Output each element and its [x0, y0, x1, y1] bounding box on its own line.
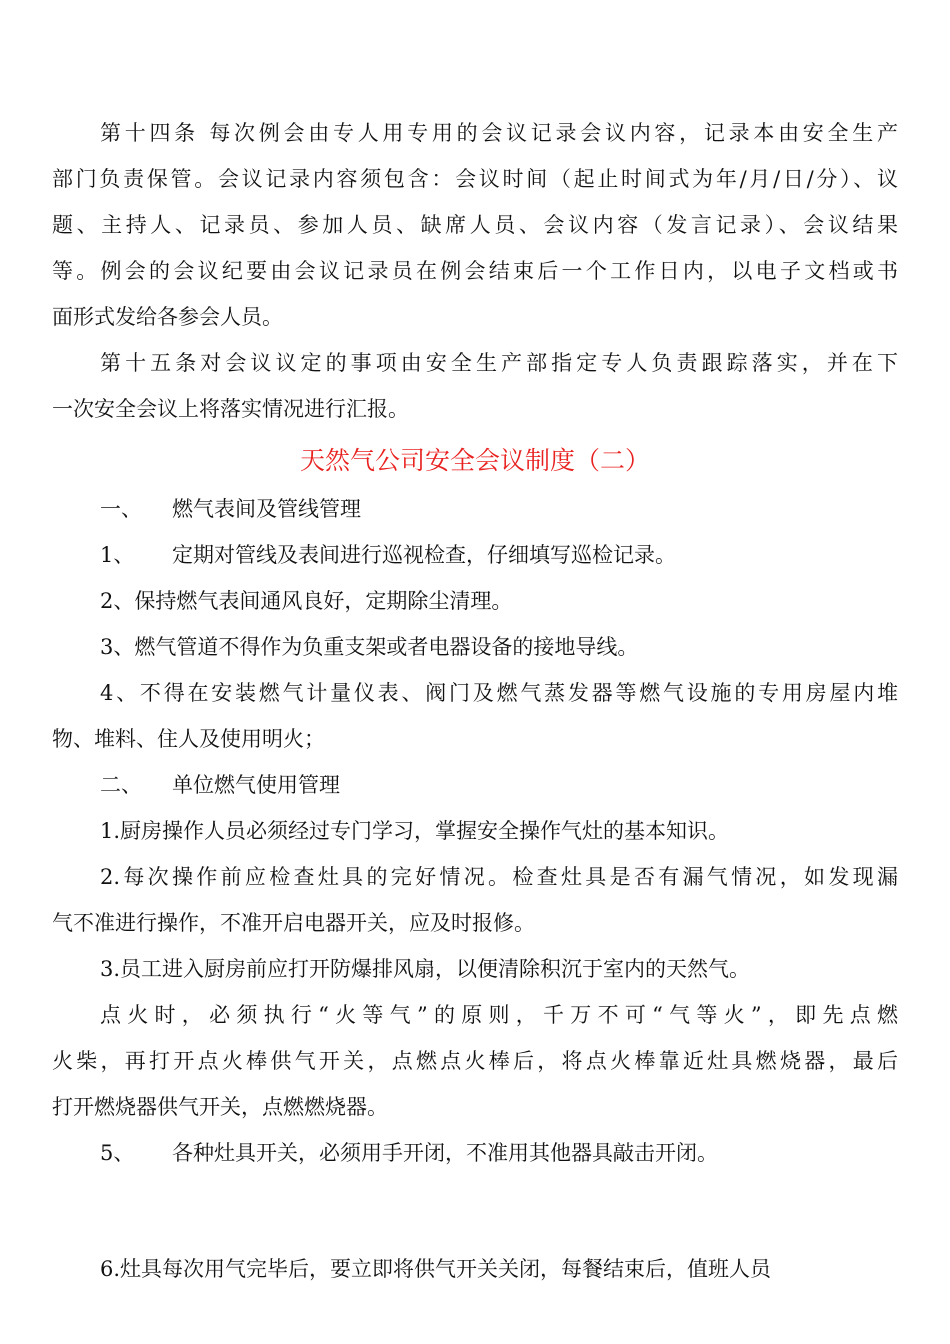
section-1-item-2: 2、保持燃气表间通风良好，定期除尘清理。: [100, 589, 513, 613]
section-1-number: 一、: [100, 497, 142, 521]
section-2-number: 二、: [100, 773, 142, 797]
section-2-item-5-text: 各种灶具开关，必须用手开闭，不准用其他器具敲击开闭。: [172, 1141, 718, 1165]
section-1-item-4-line-2: 物、堆料、住人及使用明火；: [52, 727, 325, 751]
section-2-item-2-line-2: 气不准进行操作，不准开启电器开关，应及时报修。: [52, 911, 535, 935]
section-2-item-3: 3.员工进入厨房前应打开防爆排风扇，以便清除积沉于室内的天然气。: [100, 957, 751, 981]
section-2-item-5-number: 5、: [100, 1141, 135, 1165]
section-1-item-1-text: 定期对管线及表间进行巡视检查，仔细填写巡检记录。: [172, 543, 676, 567]
section-2-item-6: 6.灶具每次用气完毕后，要立即将供气开关关闭，每餐结束后，值班人员: [100, 1257, 772, 1281]
article-14-line-5: 面形式发给各参会人员。: [52, 305, 283, 329]
section-2-item-1: 1.厨房操作人员必须经过专门学习，掌握安全操作气灶的基本知识。: [100, 819, 730, 843]
section-2-item-4-line-3: 打开燃烧器供气开关，点燃燃烧器。: [52, 1095, 388, 1119]
section-1-item-4-line-1: 4、不得在安装燃气计量仪表、阀门及燃气蒸发器等燃气设施的专用房屋内堆: [100, 681, 898, 705]
section-1-heading: [100, 494, 898, 524]
section-2-item-4-line-2: 火柴，再打开点火棒供气开关，点燃点火棒后，将点火棒靠近灶具燃烧器，最后: [52, 1049, 898, 1073]
article-14-line-2: 部门负责保管。会议记录内容须包含：会议时间（起止时间式为年/月/日/分）、议: [52, 167, 898, 191]
section-2-heading-text: 单位燃气使用管理: [172, 773, 340, 797]
section-title: 天然气公司安全会议制度（二）: [299, 446, 650, 475]
article-14-line-1: 第十四条 每次例会由专人用专用的会议记录会议内容，记录本由安全生产: [100, 121, 898, 145]
section-2-item-2-line-1: 2.每次操作前应检查灶具的完好情况。检查灶具是否有漏气情况，如发现漏: [100, 865, 898, 889]
article-15-line-1: 第十五条对会议议定的事项由安全生产部指定专人负责跟踪落实，并在下: [100, 351, 898, 375]
article-14-line-3: 题、主持人、记录员、参加人员、缺席人员、会议内容（发言记录）、会议结果: [52, 213, 898, 237]
article-15-line-2: 一次安全会议上将落实情况进行汇报。: [52, 397, 409, 421]
article-14-line-4: 等。例会的会议纪要由会议记录员在例会结束后一个工作日内，以电子文档或书: [52, 259, 898, 283]
section-1-item-3: 3、燃气管道不得作为负重支架或者电器设备的接地导线。: [100, 635, 639, 659]
section-1-item-1: [100, 540, 898, 570]
section-2-item-4-line-1: 点火时，必须执行“火等气”的原则，千万不可“气等火”，即先点燃: [100, 1003, 898, 1027]
section-2-heading: [100, 770, 898, 800]
section-2-item-5: [100, 1138, 898, 1168]
section-1-item-1-number: 1、: [100, 543, 135, 567]
section-1-heading-text: 燃气表间及管线管理: [172, 497, 361, 521]
